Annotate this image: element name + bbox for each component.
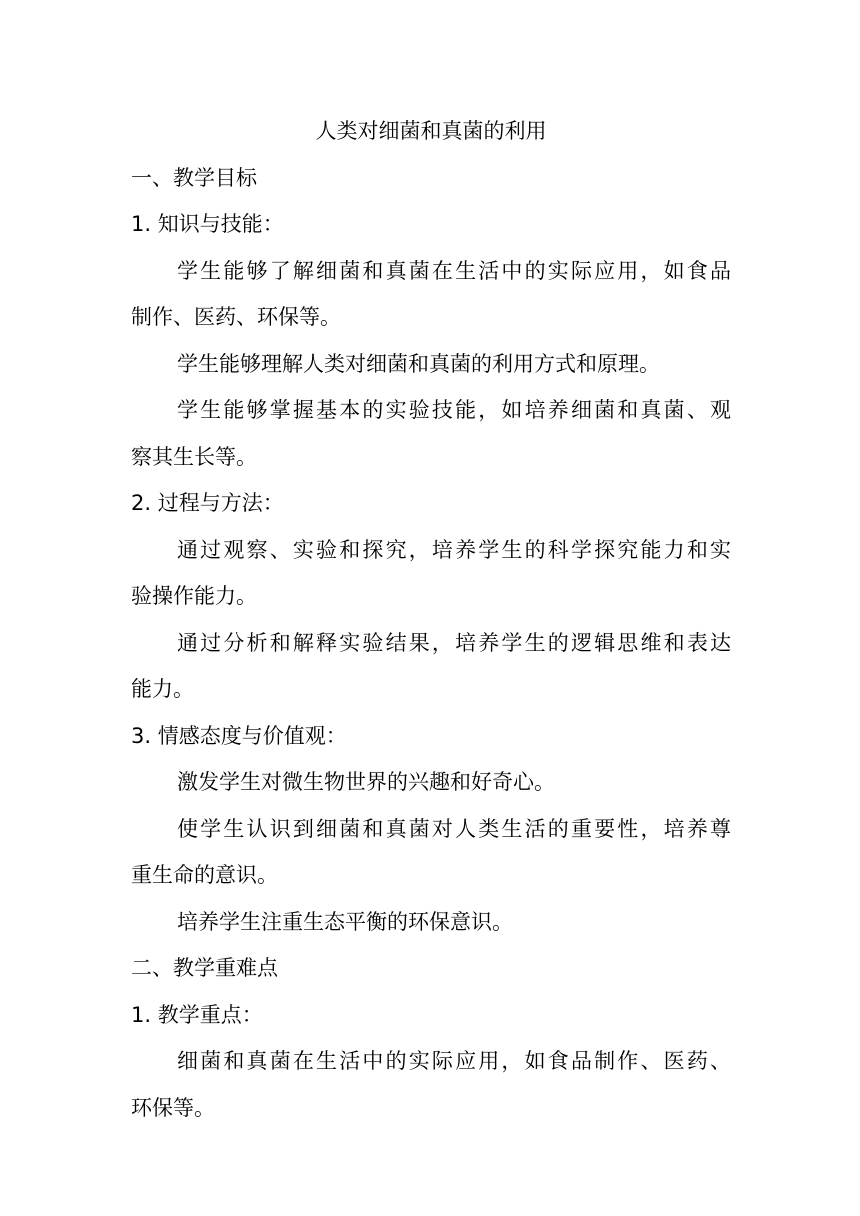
subheading-process-methods: 2. 过程与方法： (131, 491, 284, 515)
paragraph-line: 培养学生注重生态平衡的环保意识。 (177, 909, 513, 934)
paragraph-line: 细菌和真菌在生活中的实际应用，如食品制作、医药、 (177, 1049, 731, 1073)
subheading-knowledge-skills: 1. 知识与技能： (131, 212, 284, 236)
subheading-teaching-focus: 1. 教学重点： (131, 1002, 263, 1027)
section-heading-objectives: 一、教学目标 (131, 165, 257, 190)
paragraph-line: 制作、医药、环保等。 (131, 305, 341, 329)
paragraph-line: 学生能够了解细菌和真菌在生活中的实际应用，如食品 (177, 258, 731, 283)
paragraph-line: 环保等。 (131, 1095, 215, 1120)
paragraph-line: 学生能够掌握基本的实验技能，如培养细菌和真菌、观 (177, 398, 731, 422)
paragraph-line: 学生能够理解人类对细菌和真菌的利用方式和原理。 (177, 351, 660, 376)
paragraph-line: 使学生认识到细菌和真菌对人类生活的重要性，培养尊 (177, 816, 731, 841)
paragraph-line: 能力。 (131, 677, 194, 701)
paragraph-line: 重生命的意识。 (131, 863, 278, 887)
document-title: 人类对细菌和真菌的利用 (315, 119, 547, 143)
paragraph-line: 验操作能力。 (131, 584, 257, 608)
paragraph-line: 激发学生对微生物世界的兴趣和好奇心。 (177, 770, 555, 794)
paragraph-line: 通过观察、实验和探究，培养学生的科学探究能力和实 (177, 537, 731, 562)
subheading-attitudes-values: 3. 情感态度与价值观： (131, 723, 347, 748)
section-heading-key-difficulties: 二、教学重难点 (131, 956, 278, 980)
paragraph-line: 通过分析和解释实验结果，培养学生的逻辑思维和表达 (177, 630, 731, 655)
document-body (131, 108, 731, 1131)
paragraph-line: 察其生长等。 (131, 444, 257, 469)
